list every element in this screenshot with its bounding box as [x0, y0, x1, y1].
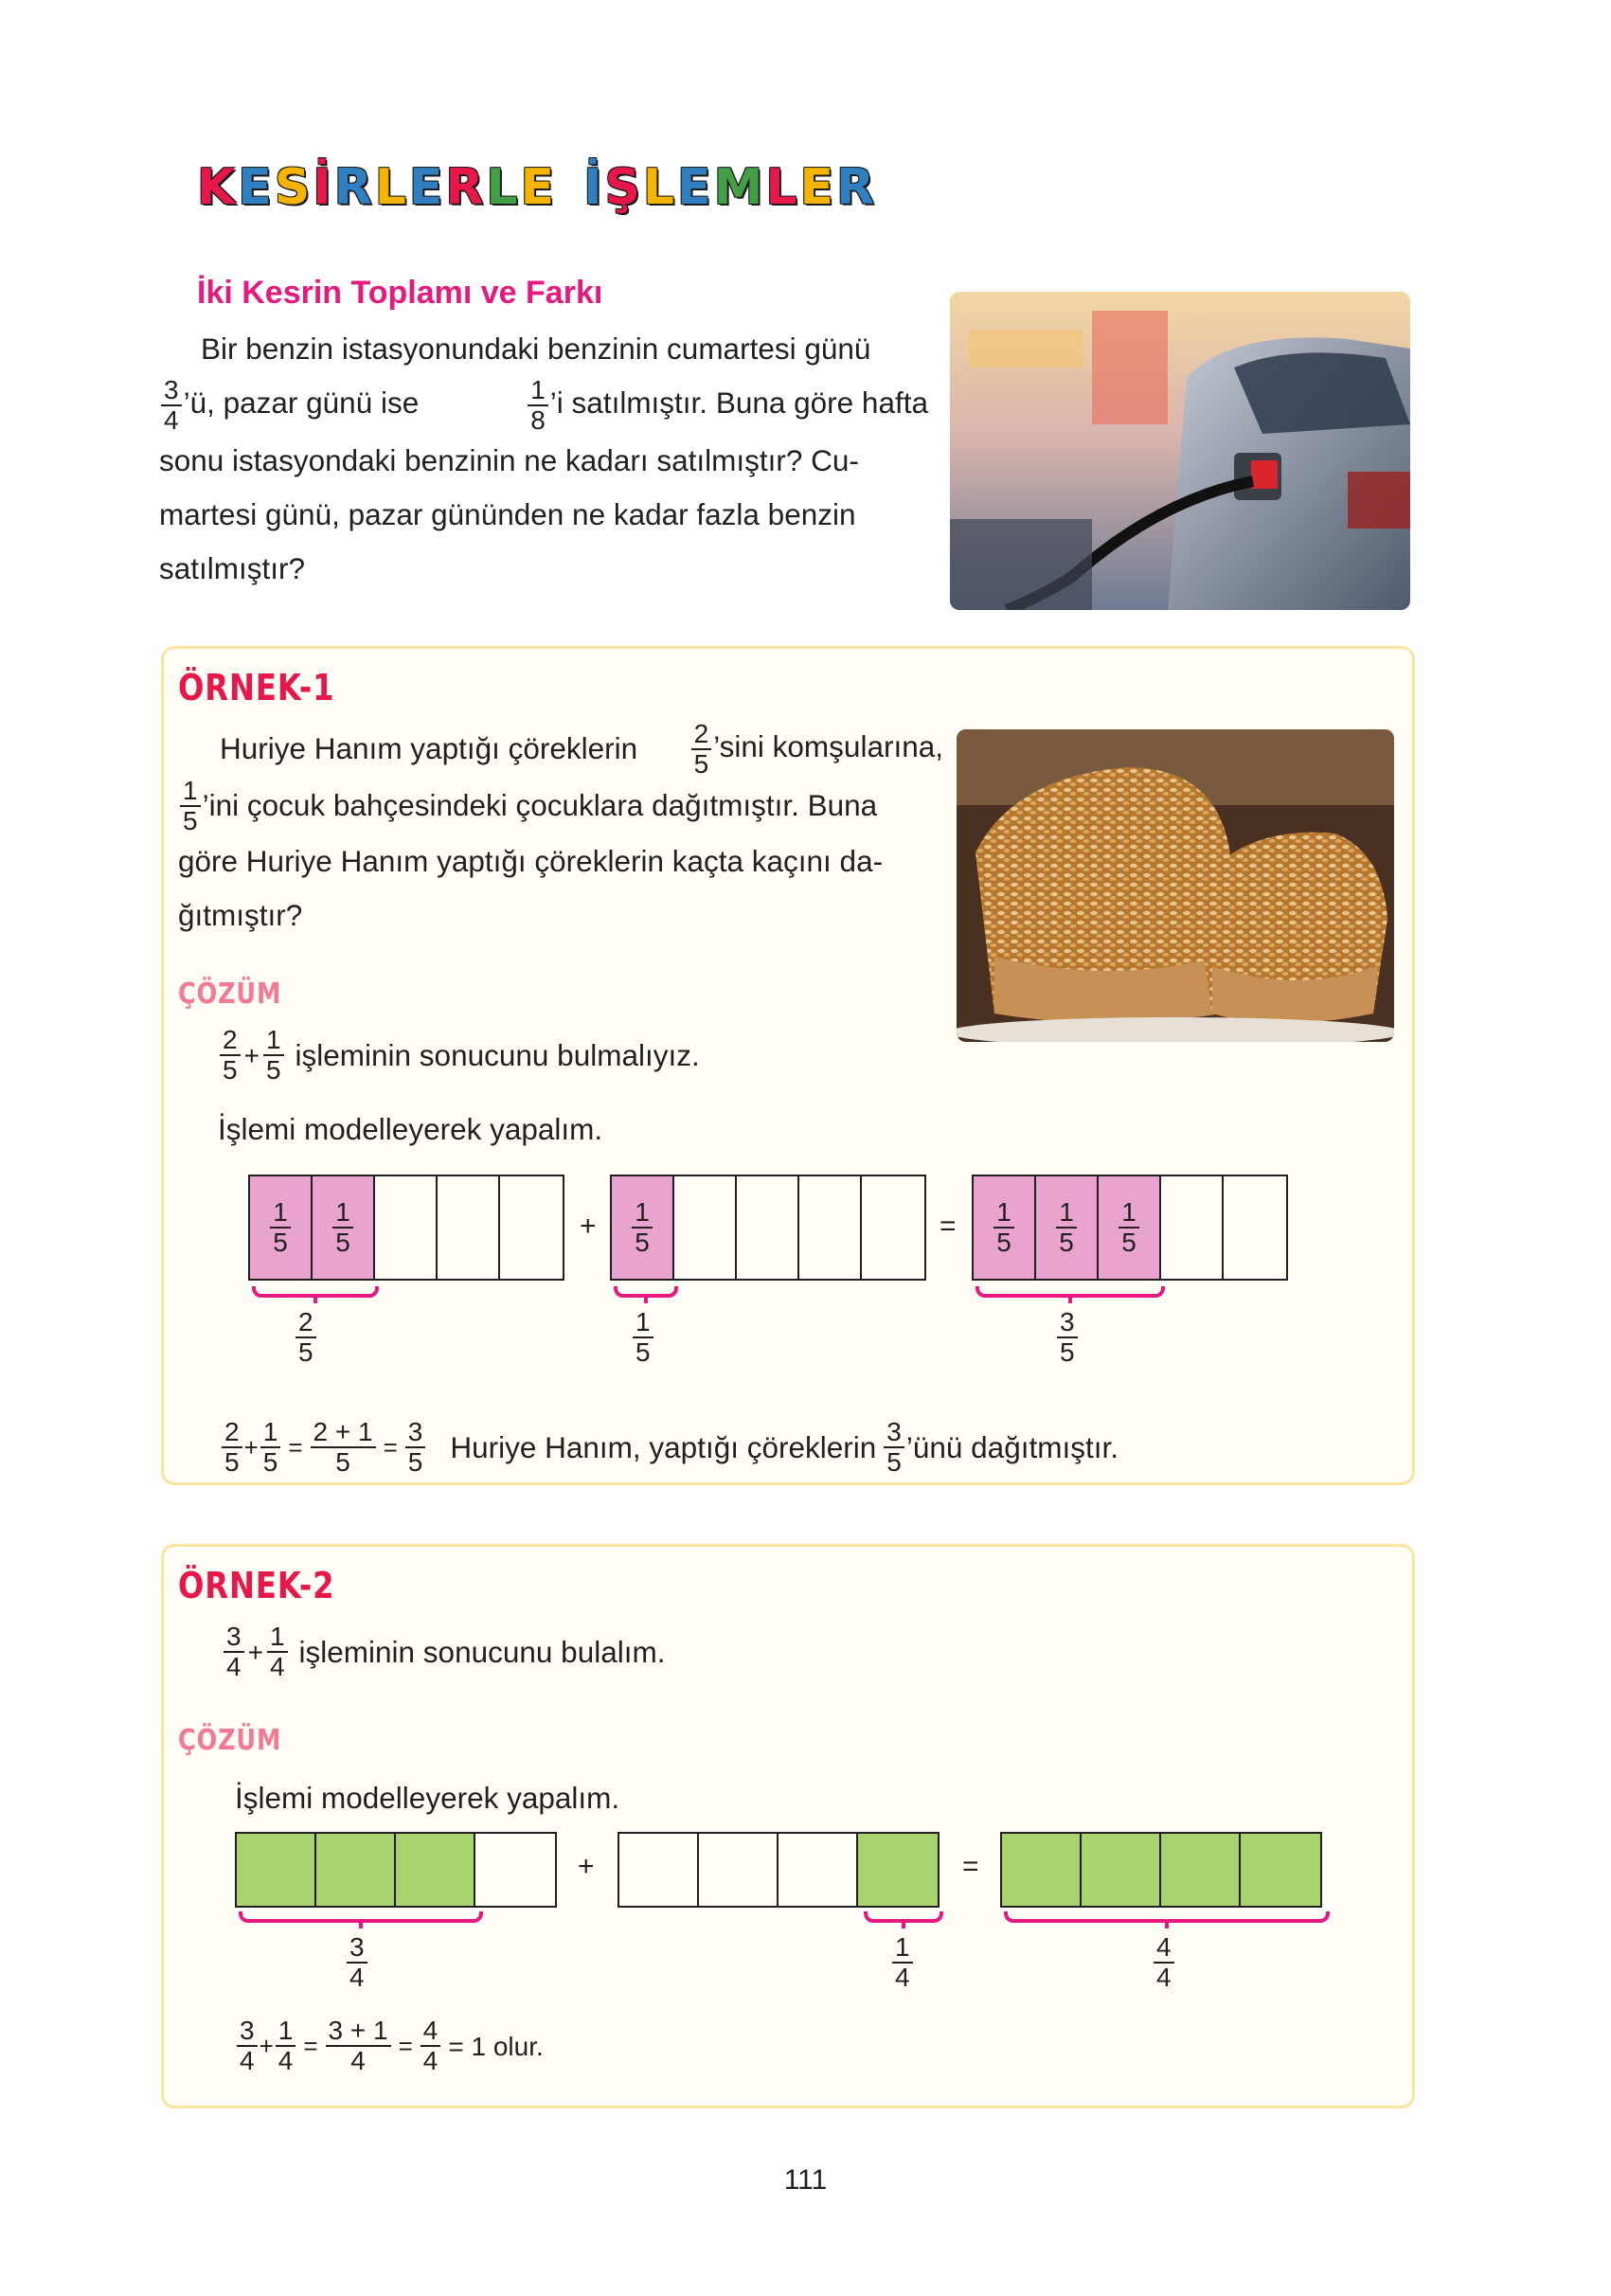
intro-line-1: Bir benzin istasyonundaki benzinin cumartesi günü: [201, 332, 871, 366]
intro-paragraph: [159, 322, 928, 596]
empty-cell: [699, 1834, 779, 1906]
fuel-station-image: [950, 292, 1410, 610]
section-heading: İki Kesrin Toplamı ve Farkı: [197, 275, 603, 311]
intro-line-4: martesi günü, pazar gününden ne kadar fazla benzin: [159, 496, 856, 531]
title-letter: Ş: [604, 159, 641, 216]
equals-sign: =: [940, 1211, 957, 1242]
fraction: $\frac{2 + 1}{5}$: [311, 1419, 376, 1476]
plus-sign: +: [580, 1211, 597, 1242]
empty-cell: [500, 1176, 563, 1279]
fraction: $\frac{2}{5}$: [220, 1027, 241, 1084]
fraction: $\frac{3}{4}$: [161, 377, 182, 434]
example-1-solution-heading: ÇÖZÜM: [178, 978, 282, 1011]
empty-cell: [1224, 1176, 1286, 1279]
fraction: $\frac{1}{8}$: [528, 377, 548, 434]
empty-cell: [619, 1834, 699, 1906]
example-1-line-1: Huriye Hanım yaptığı çöreklerin $\frac{2}{5}$ ’sini komşularına,: [220, 718, 943, 779]
title-letter: S: [274, 159, 312, 216]
title-letter: L: [642, 159, 676, 216]
intro-line-3: sonu istasyondaki benzinin ne kadarı satılmıştır? Cu-: [159, 442, 859, 477]
title-letter: E: [408, 159, 444, 216]
unit-fraction: $\frac{1}{5}$: [270, 1199, 291, 1256]
intro-line-2-part-a: $\frac{3}{4}$ ’ü, pazar günü ise: [159, 376, 419, 434]
label-c-fraction: $\frac{3}{5}$: [1057, 1309, 1078, 1366]
title-letter: İ: [583, 159, 603, 216]
filled-cell: [313, 1176, 375, 1279]
fraction: $\frac{4}{4}$: [421, 2018, 441, 2074]
title-letter: L: [765, 159, 798, 216]
intro-line-2: [159, 376, 928, 434]
title-letter: L: [374, 159, 407, 216]
intro-line-2-part-b: $\frac{1}{8}$ ’i satılmıştır. Buna göre hafta: [526, 376, 928, 434]
label-a-fraction: $\frac{3}{4}$: [347, 1934, 367, 1991]
title-letter: R: [835, 159, 876, 216]
unit-fraction: $\frac{1}{5}$: [632, 1199, 653, 1256]
title-letter: L: [486, 159, 519, 216]
plus-sign: +: [578, 1851, 595, 1882]
fraction: $\frac{3}{5}$: [405, 1419, 426, 1476]
title-letter: M: [713, 159, 764, 216]
brace-c: [1004, 1911, 1330, 1923]
example-2-equation: $\frac{3}{4}$ + $\frac{1}{4}$ = $\frac{3 + 1}{4}$ = $\frac{4}{4}$ = 1 olur.: [235, 2018, 544, 2074]
empty-cell: [737, 1176, 799, 1279]
page-title: [197, 159, 875, 216]
empty-cell: [438, 1176, 500, 1279]
fraction: $\frac{1}{5}$: [180, 778, 201, 834]
filled-cell: [612, 1176, 674, 1279]
fraction: $\frac{2}{5}$: [222, 1419, 242, 1476]
empty-cell: [375, 1176, 438, 1279]
example-1-equation: $\frac{2}{5}$ + $\frac{1}{5}$ = $\frac{2 + 1}{5}$ = $\frac{3}{5}$ Huriye Hanım, yaptığı çöreklerin $\frac{3}{5}$ ’ünü dağıtmıştır.: [220, 1419, 1119, 1476]
equals-sign: =: [962, 1851, 979, 1882]
model-bar-b: [610, 1175, 926, 1281]
example-1-model: [248, 1175, 1309, 1383]
unit-fraction: $\frac{1}{5}$: [1056, 1199, 1077, 1256]
title-letter: E: [520, 159, 556, 216]
example-2-line-2: İşlemi modelleyerek yapalım.: [235, 1781, 620, 1815]
filled-cell: [1099, 1176, 1161, 1279]
unit-fraction: $\frac{1}{5}$: [1119, 1199, 1139, 1256]
label-c-fraction: $\frac{4}{4}$: [1154, 1934, 1174, 1991]
filled-cell: [1002, 1834, 1082, 1906]
example-1-heading: ÖRNEK-1: [178, 667, 335, 709]
intro-line-5: satılmıştır?: [159, 550, 306, 585]
fraction: $\frac{2}{5}$: [691, 721, 712, 778]
model-bar-a: [248, 1175, 564, 1281]
empty-cell: [799, 1176, 862, 1279]
filled-cell: [1161, 1834, 1241, 1906]
title-letter: K: [197, 159, 237, 216]
fraction: $\frac{1}{5}$: [263, 1027, 284, 1084]
label-b-fraction: $\frac{1}{5}$: [633, 1309, 653, 1366]
empty-cell: [674, 1176, 737, 1279]
fraction: $\frac{3}{4}$: [237, 2018, 258, 2074]
fuel-station-photo: [950, 292, 1410, 610]
model-bar-a: [235, 1832, 557, 1908]
title-letter: R: [333, 159, 373, 216]
filled-cell: [396, 1834, 475, 1906]
unit-fraction: $\frac{1}{5}$: [993, 1199, 1014, 1256]
example-1-line-4: ğıtmıştır?: [178, 897, 303, 932]
empty-cell: [862, 1176, 924, 1279]
title-letter: İ: [313, 159, 332, 216]
model-bar-b: [618, 1832, 940, 1908]
example-1-line-2: $\frac{1}{5}$ ’ini çocuk bahçesindeki çocuklara dağıtmıştır. Buna: [178, 778, 943, 834]
title-letter: E: [677, 159, 712, 216]
label-a-fraction: $\frac{2}{5}$: [295, 1309, 316, 1366]
filled-cell: [316, 1834, 396, 1906]
empty-cell: [475, 1834, 555, 1906]
brace-b: [864, 1911, 943, 1923]
example-1-line-3: göre Huriye Hanım yaptığı çöreklerin kaçta kaçını da-: [178, 843, 884, 878]
unit-fraction: $\frac{1}{5}$: [332, 1199, 353, 1256]
filled-cell: [858, 1834, 938, 1906]
fraction: $\frac{3}{5}$: [884, 1419, 904, 1476]
fraction: $\frac{1}{5}$: [260, 1419, 281, 1476]
filled-cell: [1241, 1834, 1320, 1906]
brace-a: [239, 1911, 483, 1923]
brace-a: [252, 1286, 379, 1298]
fraction: $\frac{3}{4}$: [224, 1623, 244, 1680]
label-b-fraction: $\frac{1}{4}$: [892, 1934, 913, 1991]
page-number: 111: [783, 2164, 828, 2196]
example-1-text: [178, 720, 943, 942]
example-1-solution-line-1: $\frac{2}{5}$ + $\frac{1}{5}$ işleminin sonucunu bulmalıyız.: [218, 1027, 700, 1084]
filled-cell: [974, 1176, 1036, 1279]
pastry-image: [957, 729, 1394, 1042]
fraction: $\frac{3 + 1}{4}$: [326, 2018, 391, 2074]
filled-cell: [237, 1834, 316, 1906]
model-bar-c: [972, 1175, 1288, 1281]
filled-cell: [1036, 1176, 1099, 1279]
example-2-model: [235, 1832, 1334, 2021]
filled-cell: [250, 1176, 313, 1279]
example-2-solution-heading: ÇÖZÜM: [178, 1724, 282, 1757]
model-bar-c: [1000, 1832, 1322, 1908]
title-letter: R: [445, 159, 485, 216]
example-2-heading: ÖRNEK-2: [178, 1565, 335, 1606]
example-1-solution-line-2: İşlemi modelleyerek yapalım.: [218, 1112, 603, 1146]
title-letter: E: [238, 159, 273, 216]
empty-cell: [1161, 1176, 1224, 1279]
title-gap: [557, 159, 582, 216]
title-letter: E: [799, 159, 834, 216]
filled-cell: [1082, 1834, 1161, 1906]
brace-b: [614, 1286, 678, 1298]
example-2-line-1: $\frac{3}{4}$ + $\frac{1}{4}$ işleminin sonucunu bulalım.: [222, 1623, 665, 1680]
empty-cell: [779, 1834, 858, 1906]
brace-c: [976, 1286, 1165, 1298]
pastry-photo: [957, 729, 1394, 1042]
fraction: $\frac{1}{4}$: [267, 1623, 288, 1680]
fraction: $\frac{1}{4}$: [276, 2018, 296, 2074]
